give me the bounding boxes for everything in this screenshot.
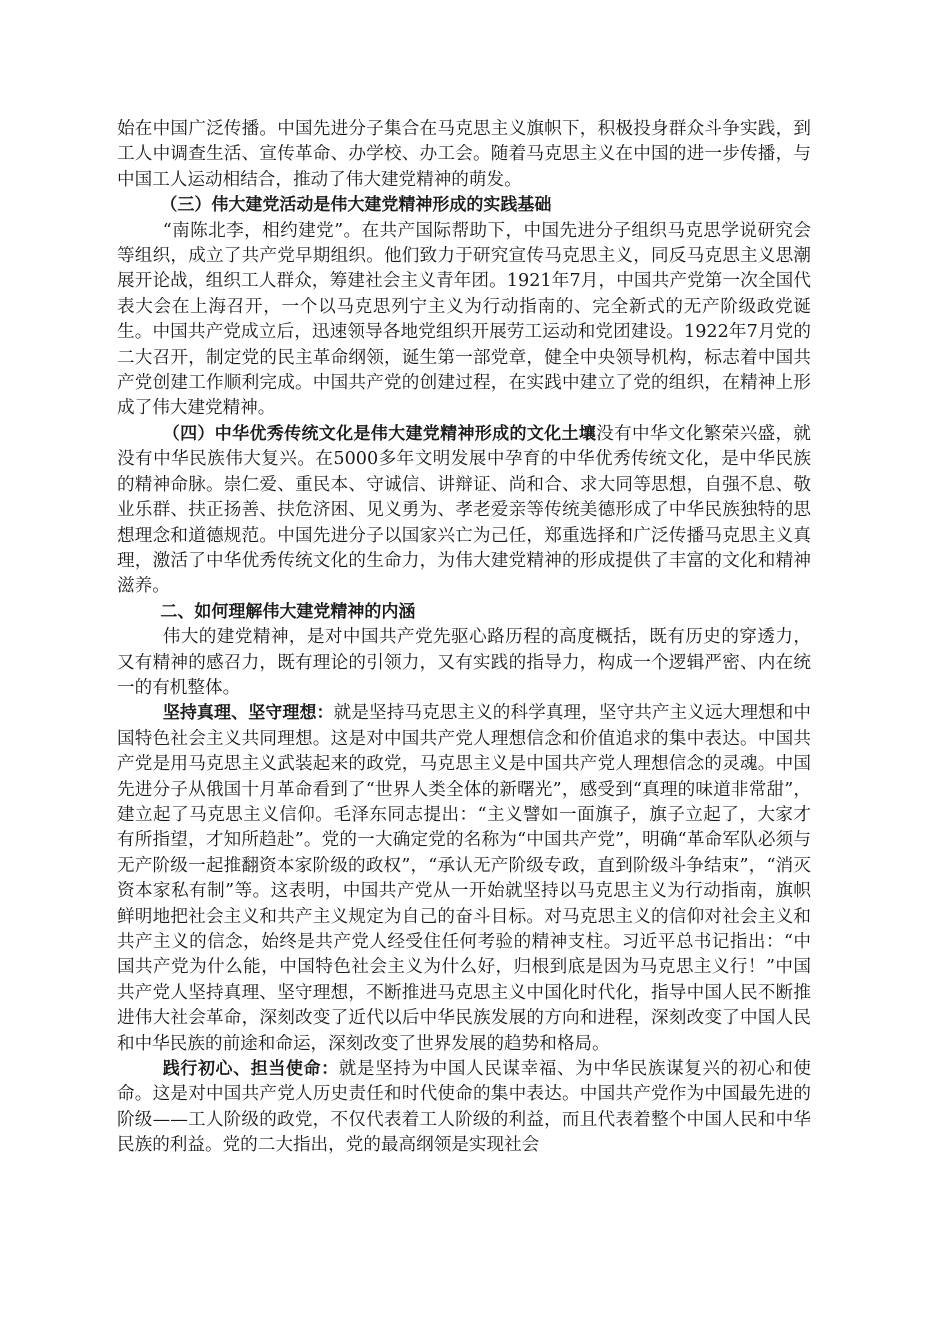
lead-mission: 践行初心、担当使命：	[162, 1059, 339, 1080]
subheading-cultural-soil: （四）中华优秀传统文化是伟大建党精神形成的文化土壤	[162, 423, 597, 444]
paragraph-truth-ideals	[117, 701, 811, 1057]
paragraph-mission	[117, 1057, 811, 1159]
paragraph-continued: 始在中国广泛传播。中国先进分子集合在马克思主义旗帜下，积极投身群众斗争实践，到工人中调查生活、宣传革命、办学校、办工会。随着马克思主义在中国的进一步传播，与中国工人运动相结合，推动了伟大建党精神的萌发。	[117, 119, 811, 190]
paragraph-mission-body: 就是坚持为中国人民谋幸福、为中华民族谋复兴的初心和使命。这是对中国共产党人历史责任和时代使命的集中表达。中国共产党作为中国最先进的阶级——工人阶级的政党，不仅代表着工人阶级的利益，而且代表着整个中国人民和中华民族的利益。党的二大指出，党的最高纲领是实现社会	[117, 1059, 811, 1156]
section-heading-connotation: 二、如何理解伟大建党精神的内涵	[160, 601, 416, 622]
paragraph-intro: 伟大的建党精神，是对中国共产党先驱心路历程的高度概括，既有历史的穿透力，又有精神的感召力，既有理论的引领力，又有实践的指导力，构成一个逻辑严密、内在统一的有机整体。	[117, 627, 811, 698]
paragraph-cultural-soil-body: 没有中华文化繁荣兴盛，就没有中华民族伟大复兴。在5000多年文明发展中孕育的中华优秀传统文化，是中华民族的精神命脉。崇仁爱、重民本、守诚信、讲辩证、尚和合、求大同等思想，自强不息、敬业乐群、扶正扬善、扶危济困、见义勇为、孝老爱亲等传统美德形成了中华民族独特的思想理念和道德规范。中国先进分子以国家兴亡为己任，郑重选择和广泛传播马克思主义真理，激活了中华优秀传统文化的生命力，为伟大建党精神的形成提供了丰富的文化和精神滋养。	[117, 423, 811, 597]
subheading-practical-basis: （三）伟大建党活动是伟大建党精神形成的实践基础	[160, 195, 552, 216]
document-page	[117, 117, 811, 1159]
paragraph-cultural-soil	[117, 422, 811, 600]
lead-truth-ideals: 坚持真理、坚守理想：	[162, 703, 334, 724]
paragraph-party-founding: “南陈北李，相约建党”。在共产国际帮助下，中国先进分子组织马克思学说研究会等组织，成立了共产党早期组织。他们致力于研究宣传马克思主义，同反马克思主义思潮展开论战，组织工人群众，筹建社会主义青年团。1921年7月，中国共产党第一次全国代表大会在上海召开，一个以马克思列宁主义为行动指南的、完全新式的无产阶级政党诞生。中国共产党成立后，迅速领导各地党组织开展劳工运动和党团建设。1922年7月党的二大召开，制定党的民主革命纲领，诞生第一部党章，健全中央领导机构，标志着中国共产党创建工作顺利完成。中国共产党的创建过程，在实践中建立了党的组织，在精神上形成了伟大建党精神。	[117, 220, 811, 419]
paragraph-truth-ideals-body: 就是坚持马克思主义的科学真理，坚守共产主义远大理想和中国特色社会主义共同理想。这是对中国共产党人理想信念和价值追求的集中表达。中国共产党是用马克思主义武装起来的政党，马克思主义是中国共产党人理想信念的灵魂。中国先进分子从俄国十月革命看到了“世界人类全体的新曙光”，感受到“真理的味道非常甜”，建立起了马克思主义信仰。毛泽东同志提出：“主义譬如一面旗子，旗子立起了，大家才有所指望，才知所趋赴”。党的一大确定党的名称为“中国共产党”，明确“革命军队必须与无产阶级一起推翻资本家阶级的政权”，“承认无产阶级专政，直到阶级斗争结束”，“消灭资本家私有制”等。这表明，中国共产党从一开始就坚持以马克思主义为行动指南，旗帜鲜明地把社会主义和共产主义规定为自己的奋斗目标。对马克思主义的信仰对社会主义和共产主义的信念，始终是共产党人经受住任何考验的精神支柱。习近平总书记指出：“中国共产党为什么能，中国特色社会主义为什么好，归根到底是因为马克思主义行！”中国共产党人坚持真理、坚守理想，不断推进马克思主义中国化时代化，指导中国人民不断推进伟大社会革命，深刻改变了近代以后中华民族发展的方向和进程，深刻改变了中国人民和中华民族的前途和命运，深刻改变了世界发展的趋势和格局。	[117, 703, 811, 1054]
